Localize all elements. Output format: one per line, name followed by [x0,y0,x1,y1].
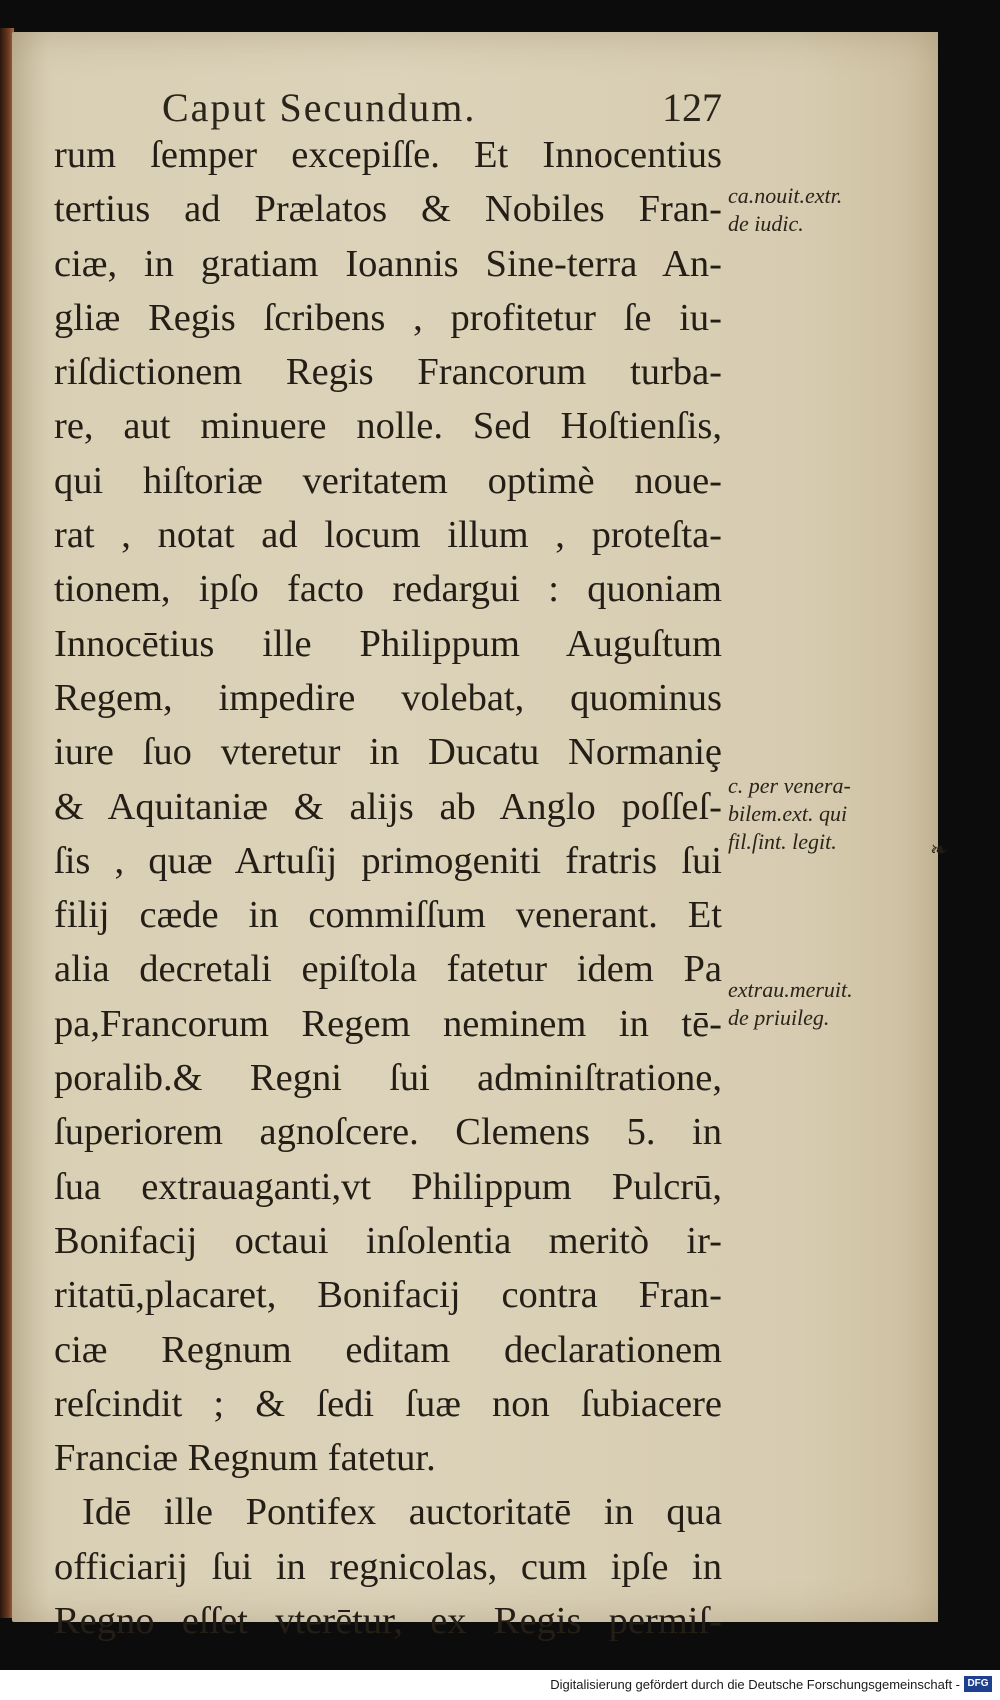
marginal-note-line: extrau.meruit. [728,977,853,1002]
marginal-note-line: c. per venera- [728,773,851,798]
text-line: gliæ Regis ſcribens , profitetur ſe iu- [54,296,722,339]
marginal-note [728,976,918,1032]
text-line: ritatū,placaret, Bonifacij contra Fran- [54,1274,722,1317]
text-line: officiarij ſui in regnicolas, cum ipſe in [54,1545,722,1588]
text-line: Franciæ Regnum fatetur. [54,1437,436,1480]
dfg-logo: DFG [964,1676,992,1692]
text-line: ſua extrauaganti,vt Philippum Pulcrū, [54,1165,722,1208]
text-line: Innocētius ille Philippum Auguſtum [54,622,722,665]
marginal-note-line: fil.ſint. legit. [728,829,837,854]
text-line: ſis , quæ Artuſij primogeniti fratris ſui [54,839,722,882]
text-line: rum ſemper excepiſſe. Et Innocentius [54,134,722,176]
digitization-footer [0,1670,1000,1700]
text-line: ſuperiorem agnoſcere. Clemens 5. in [54,1111,722,1154]
marginal-note-line: bilem.ext. qui [728,801,848,826]
text-line: pa,Francorum Regem neminem in tē- [54,1002,722,1045]
text-line: Idē ille Pontifex auctoritatē in qua [82,1491,722,1534]
body-text [54,128,722,1648]
text-line: Regem, impedire volebat, quominus [54,676,722,719]
marginal-note-line: ca.nouit.extr. [728,183,843,208]
text-line: tionem, ipſo facto redargui : quoniam [54,568,722,611]
marginal-note [728,772,918,856]
text-line: Regno eſſet vterētur, ex Regis permiſ- [54,1600,722,1643]
marginal-note-line: de priuileg. [728,1005,830,1030]
page-number: 127 [662,85,722,130]
printers-ornament: ❧ [930,838,949,863]
marginal-note [728,182,918,238]
text-line: ciæ Regnum editam declarationem [54,1328,722,1371]
marginal-note-line: de iudic. [728,211,804,236]
footer-credit: Digitalisierung gefördert durch die Deutsche Forschungsgemeinschaft - [550,1677,960,1692]
text-line: iure ſuo vteretur in Ducatu Normaniȩ [54,731,722,774]
text-line: poralib.& Regni ſui adminiſtratione, [54,1057,722,1100]
book-page [12,32,949,1643]
text-line: filij cæde in commiſſum venerant. Et [54,894,722,937]
text-line: ciæ, in gratiam Ioannis Sine-terra An- [54,242,722,285]
text-line: & Aquitaniæ & alijs ab Anglo poſſeſ- [54,785,722,828]
text-line: alia decretali epiſtola fatetur idem Pa [54,948,722,991]
text-line: Bonifacij octaui inſolentia meritò ir- [54,1219,722,1262]
text-line: riſdictionem Regis Francorum turba- [54,351,722,394]
text-line: reſcindit ; & ſedi ſuæ non ſubiacere [54,1382,722,1425]
text-line: rat , notat ad locum illum , proteſta- [54,514,722,557]
text-line: qui hiſtoriæ veritatem optimè noue- [54,459,722,502]
running-head: Caput Secundum. [162,85,477,130]
text-line: re, aut minuere nolle. Sed Hoſtienſis, [54,405,722,448]
text-line: tertius ad Prælatos & Nobiles Fran- [54,188,722,231]
